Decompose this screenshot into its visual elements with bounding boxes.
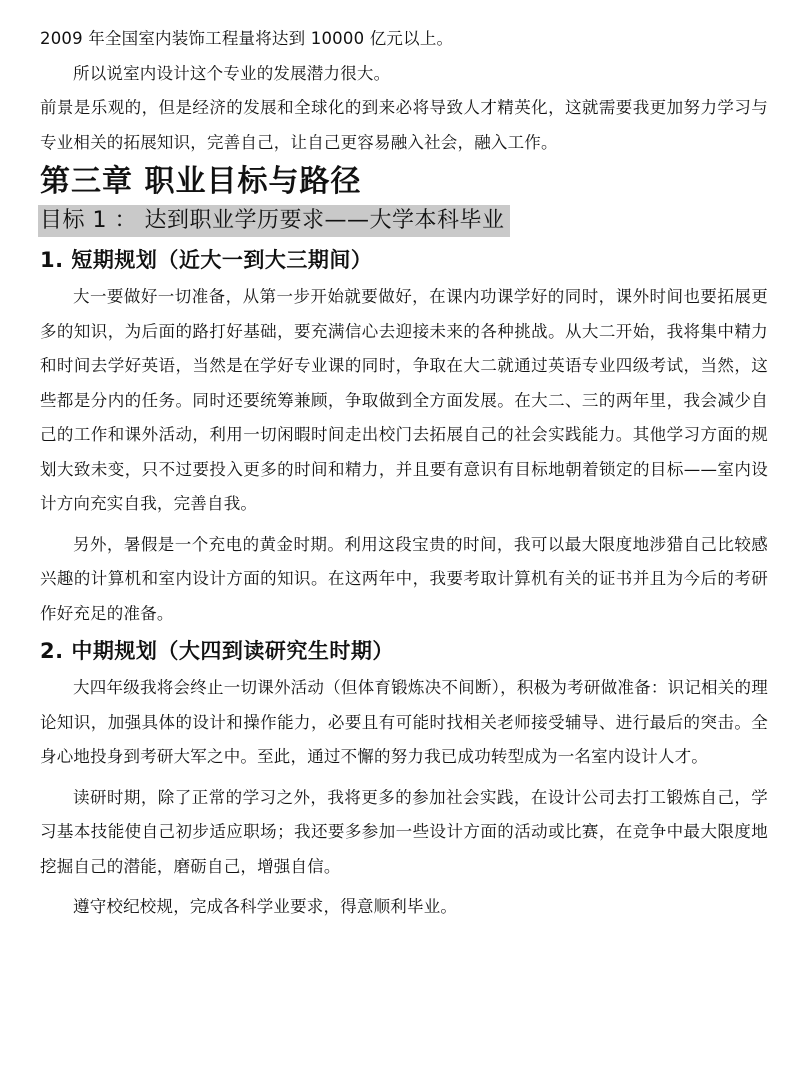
mid-term-paragraph-2: 读研时期，除了正常的学习之外，我将更多的参加社会实践，在设计公司去打工锻炼自己，学习基本技能使自己初步适应职场；我还要多参加一些设计方面的活动或比赛，在竞争中最大限度地挖掘自己的潜能，磨砺自己，增强自信。 [40, 787, 768, 876]
short-term-paragraph-1: 大一要做好一切准备，从第一步开始就要做好，在课内功课学好的同时，课外时间也要拓展更多的知识，为后面的路打好基础，要充满信心去迎接未来的各种挑战。从大二开始，我将集中精力和时间去学好英语，当然是在学好专业课的同时，争取在大二就通过英语专业四级考试，当然，这些都是分内的任务。同时还要统筹兼顾，争取做到全方面发展。在大二、三的两年里，我会减少自己的工作和课外活动，利用一切闲暇时间走出校门去拓展自己的社会实践能力。其他学习方面的规划大致未变，只不过要投入更多的时间和精力，并且要有意识有目标地朝着锁定的目标——室内设计方向充实自我，完善自我。 [40, 287, 768, 513]
short-term-heading: 1. 短期规划（近大一到大三期间） [40, 248, 373, 272]
mid-term-paragraph-1: 大四年级我将会终止一切课外活动（但体育锻炼决不间断），积极为考研做准备：识记相关的理论知识，加强具体的设计和操作能力，必要且有可能时找相关老师接受辅导、进行最后的突击。全身心地投身到考研大军之中。至此，通过不懈的努力我已成功转型成为一名室内设计人才。 [40, 678, 768, 766]
paragraph-investment-stat: 2009 年全国室内装饰工程量将达到 10000 亿元以上。 [40, 29, 454, 48]
mid-term-heading: 2. 中期规划（大四到读研究生时期） [40, 639, 394, 663]
chapter-title: 第三章 职业目标与路径 [40, 164, 362, 199]
mid-term-paragraph-3: 遵守校纪校规，完成各科学业要求，得意顺利毕业。 [73, 897, 458, 916]
paragraph-potential: 所以说室内设计这个专业的发展潜力很大。 [73, 63, 391, 83]
goal-heading-wrapper [40, 204, 768, 240]
paragraph-prospects: 前景是乐观的，但是经济的发展和全球化的到来必将导致人才精英化，这就需要我更加努力学习与专业相关的拓展知识，完善自己，让自己更容易融入社会，融入工作。 [40, 98, 768, 152]
goal-heading: 目标 1 ： 达到职业学历要求——大学本科毕业 [38, 205, 510, 237]
short-term-paragraph-2: 另外，暑假是一个充电的黄金时期。利用这段宝贵的时间，我可以最大限度地涉猎自己比较感兴趣的计算机和室内设计方面的知识。在这两年中，我要考取计算机有关的证书并且为今后的考研作好充足的准备。 [40, 534, 768, 623]
